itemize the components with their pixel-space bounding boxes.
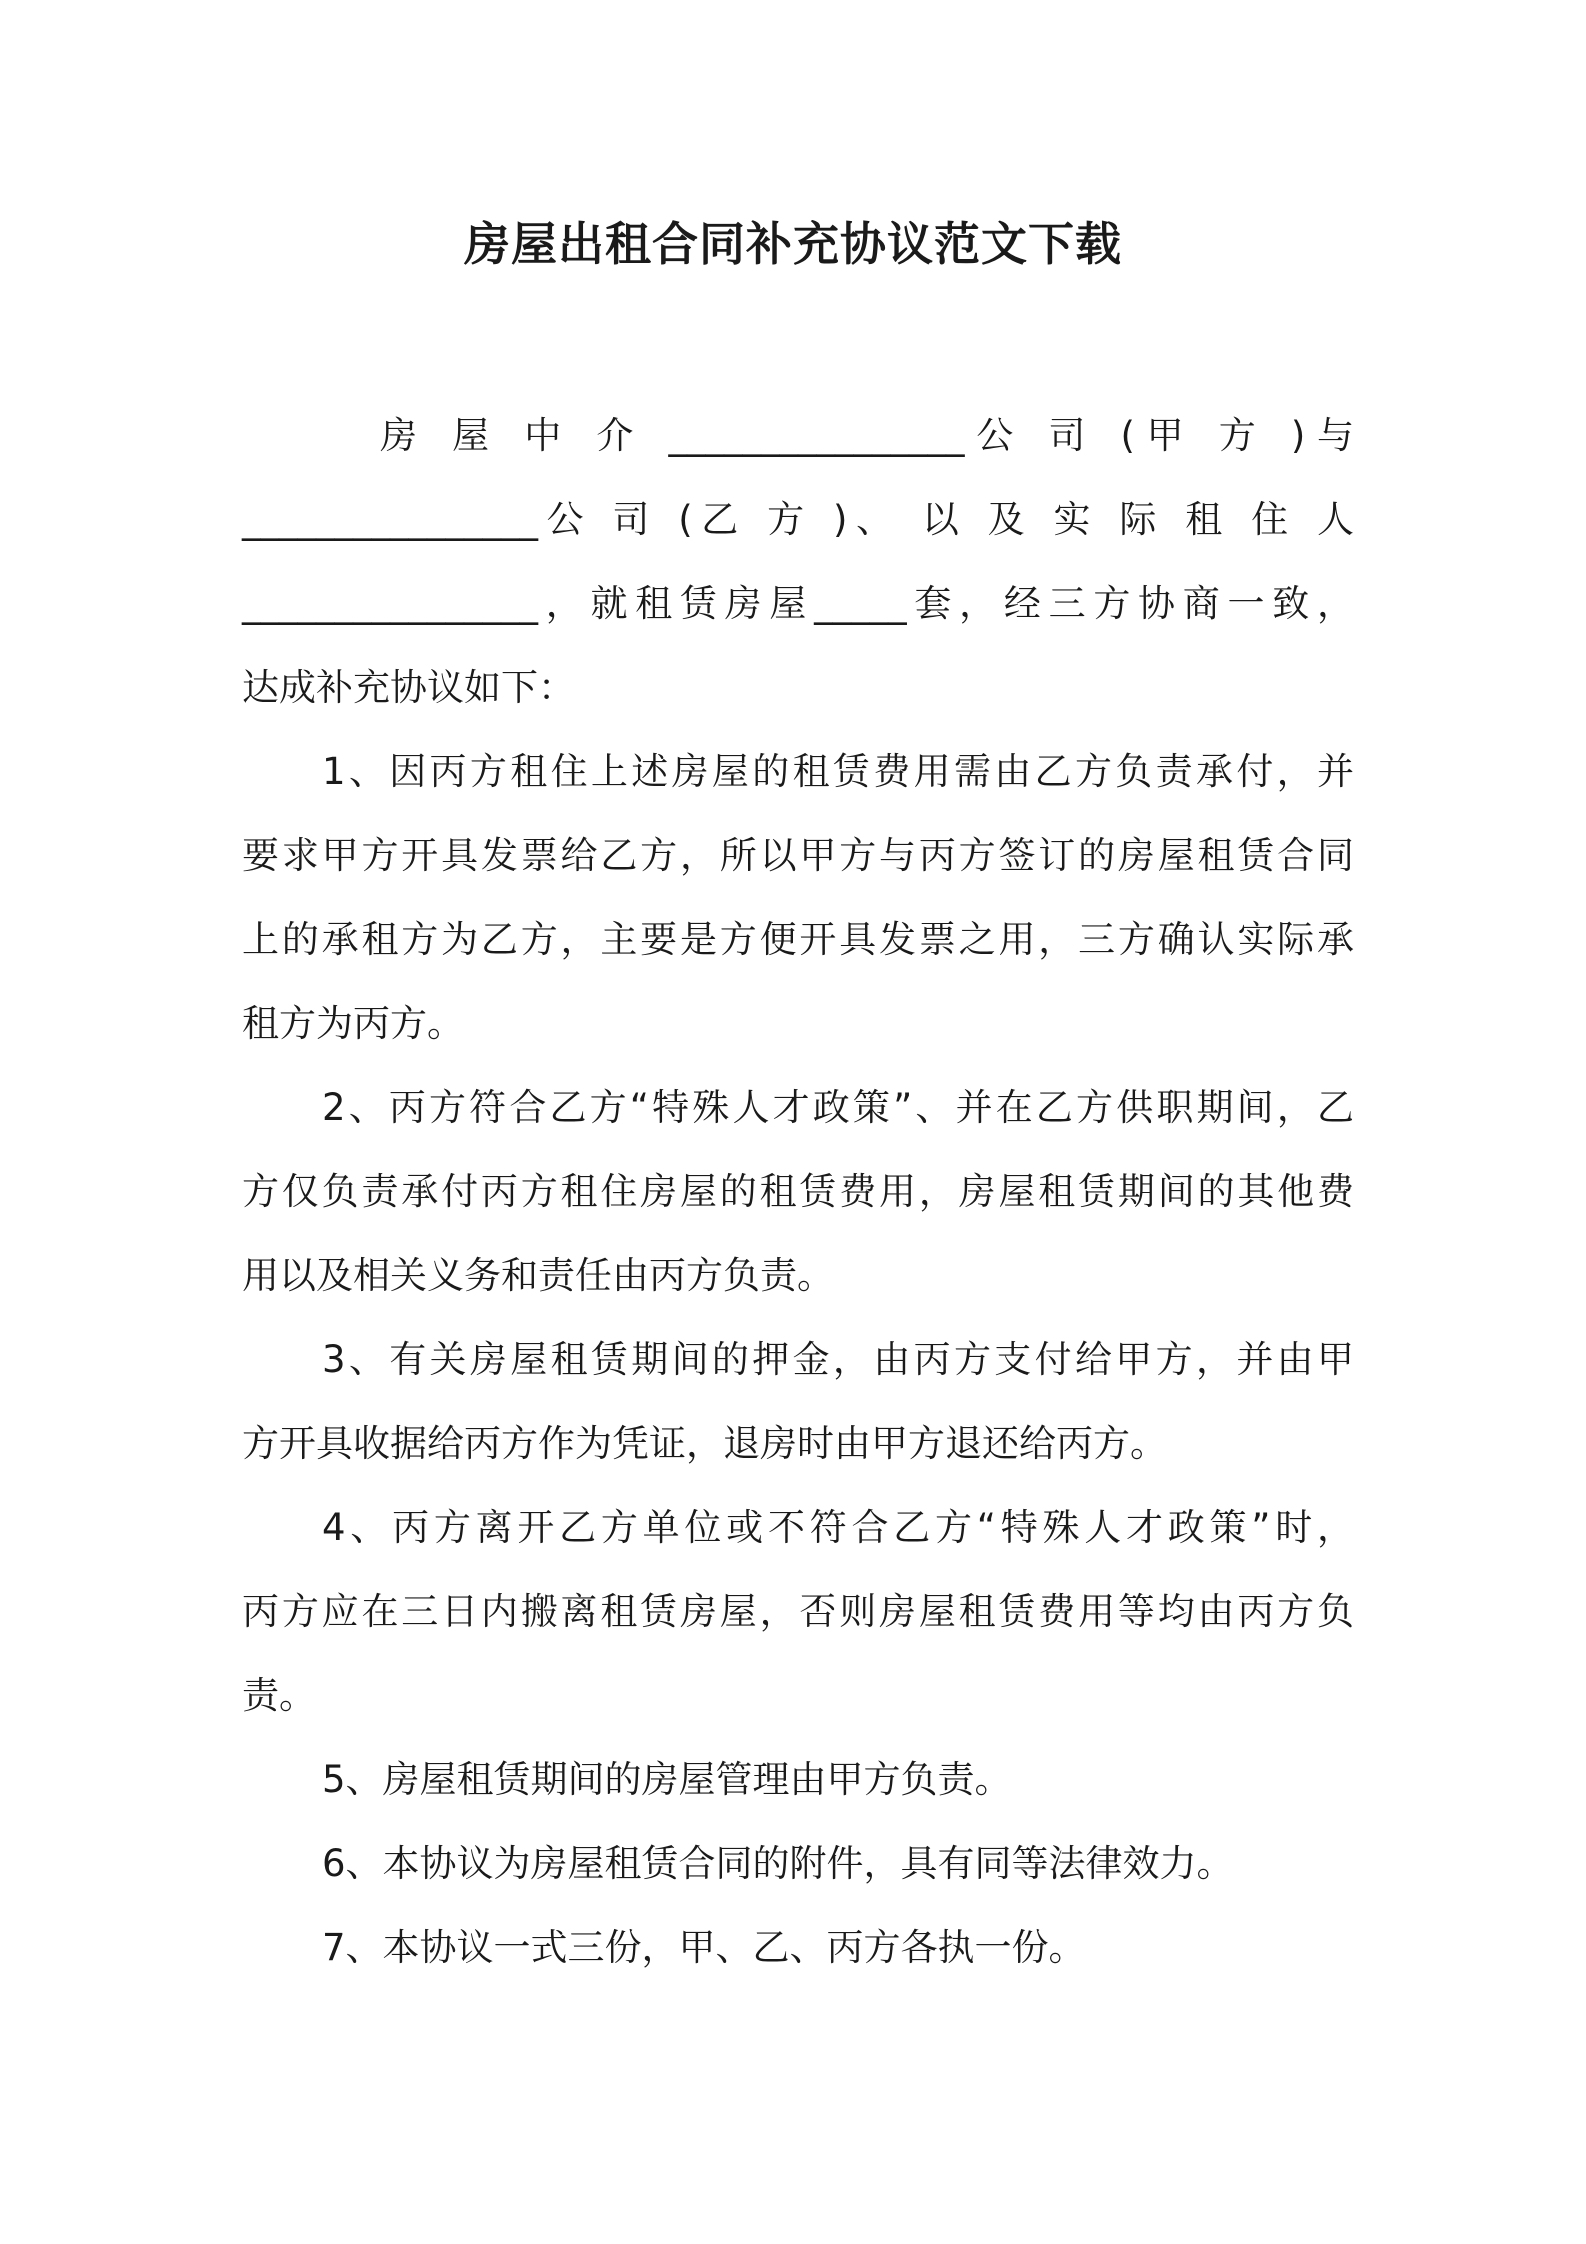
clause-6-line-1: 6、本协议为房屋租赁合同的附件，具有同等法律效力。 [322, 1842, 1234, 1885]
clause-4-line-3: 责。 [242, 1674, 316, 1717]
clause-4-line-1: 4、丙方离开乙方单位或不符合乙方“特殊人才政策”时， [322, 1506, 1354, 1549]
clause-1-line-3: 上的承租方为乙方，主要是方便开具发票之用，三方确认实际承 [242, 918, 1354, 961]
clause-2-line-3: 用以及相关义务和责任由丙方负责。 [242, 1254, 834, 1297]
clause-1-line-2: 要求甲方开具发票给乙方，所以甲方与丙方签订的房屋租赁合同 [242, 834, 1354, 877]
document-title: 房屋出租合同补充协议范文下载 [464, 217, 1122, 271]
clause-4-line-2: 丙方应在三日内搬离租赁房屋，否则房屋租赁费用等均由丙方负 [242, 1590, 1354, 1633]
intro-line-1: 房 屋 中 介 ________________公 司 (甲 方 )与 [380, 414, 1354, 457]
intro-line-4: 达成补充协议如下： [242, 666, 575, 709]
clause-1-line-4: 租方为丙方。 [242, 1002, 464, 1045]
clause-3-line-2: 方开具收据给丙方作为凭证，退房时由甲方退还给丙方。 [242, 1422, 1167, 1465]
clause-7-line-1: 7、本协议一式三份，甲、乙、丙方各执一份。 [322, 1926, 1086, 1969]
clause-3-line-1: 3、有关房屋租赁期间的押金，由丙方支付给甲方，并由甲 [322, 1338, 1354, 1381]
clause-5-line-1: 5、房屋租赁期间的房屋管理由甲方负责。 [322, 1758, 1012, 1801]
intro-line-2: ________________公 司 (乙 方 )、 以 及 实 际 租 住 人 [242, 498, 1354, 541]
clause-1-line-1: 1、因丙方租住上述房屋的租赁费用需由乙方负责承付，并 [322, 750, 1354, 793]
clause-2-line-1: 2、丙方符合乙方“特殊人才政策”、并在乙方供职期间，乙 [322, 1086, 1354, 1129]
intro-line-3: ________________，就租赁房屋_____套，经三方协商一致， [242, 582, 1354, 625]
clause-2-line-2: 方仅负责承付丙方租住房屋的租赁费用，房屋租赁期间的其他费 [242, 1170, 1354, 1213]
